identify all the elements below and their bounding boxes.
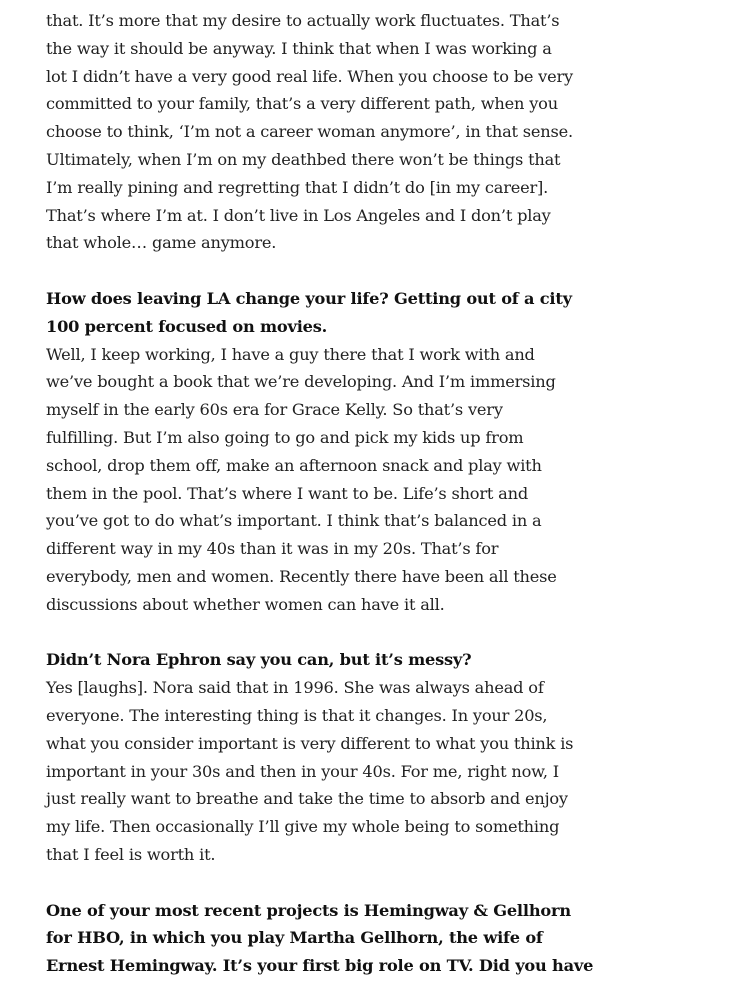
interview-question-3 [46,897,594,980]
text-line: my life. Then occasionally I’ll give my whole being to something [46,817,560,837]
text-line: we’ve bought a book that we’re developing. And I’m immersing [46,372,556,392]
interview-question-1 [46,285,572,341]
text-line: fulfilling. But I’m also going to go and pick my kids up from [46,427,524,447]
text-line: Yes [laughs]. Nora said that in 1996. She was always ahead of [46,678,544,698]
question-line: for HBO, in which you play Martha Gellhorn, the wife of [46,928,543,948]
text-line: different way in my 40s than it was in my 20s. That’s for [46,539,499,559]
interview-question-2 [46,646,546,674]
question-line: Didn’t Nora Ephron say you can, but it’s messy? [46,650,472,670]
text-line: That’s where I’m at. I don’t live in Los Angeles and I don’t play [46,205,551,225]
text-line: Ultimately, when I’m on my deathbed there won’t be things that [46,149,561,169]
text-line: the way it should be anyway. I think that when I was working a [46,38,552,58]
paragraph-gap [46,869,546,897]
question-line: Ernest Hemingway. It’s your first big role on TV. Did you have [46,956,594,976]
text-line: everyone. The interesting thing is that it changes. In your 20s, [46,705,548,725]
question-line: 100 percent focused on movies. [46,316,328,336]
answer-paragraph-2 [46,341,557,619]
paragraph-gap [46,619,546,647]
text-line: what you consider important is very different to what you think is [46,733,574,753]
answer-paragraph-1 [46,7,573,257]
text-line: that I feel is worth it. [46,844,216,864]
text-line: just really want to breathe and take the time to absorb and enjoy [46,789,568,809]
text-line: choose to think, ‘I’m not a career woman anymore’, in that sense. [46,122,573,142]
text-line: that. It’s more that my desire to actually work fluctuates. That’s [46,11,560,30]
text-line: discussions about whether women can have it all. [46,594,445,614]
text-line: committed to your family, that’s a very different path, when you [46,94,558,114]
text-line: Well, I keep working, I have a guy there that I work with and [46,344,535,364]
paragraph-gap [46,257,546,285]
text-line: important in your 30s and then in your 40s. For me, right now, I [46,761,559,781]
text-line: lot I didn’t have a very good real life. When you choose to be very [46,66,573,86]
text-line: that whole… game anymore. [46,233,277,253]
answer-paragraph-3 [46,674,574,869]
text-line: you’ve got to do what’s important. I think that’s balanced in a [46,511,542,531]
text-line: them in the pool. That’s where I want to be. Life’s short and [46,483,528,503]
question-line: One of your most recent projects is Hemingway & Gellhorn [46,900,571,920]
article-body [46,7,594,980]
text-line: school, drop them off, make an afternoon snack and play with [46,455,542,475]
question-line: How does leaving LA change your life? Getting out of a city [46,288,572,308]
text-line: myself in the early 60s era for Grace Kelly. So that’s very [46,400,503,420]
text-line: I’m really pining and regretting that I didn’t do [in my career]. [46,177,549,197]
text-line: everybody, men and women. Recently there have been all these [46,566,557,586]
